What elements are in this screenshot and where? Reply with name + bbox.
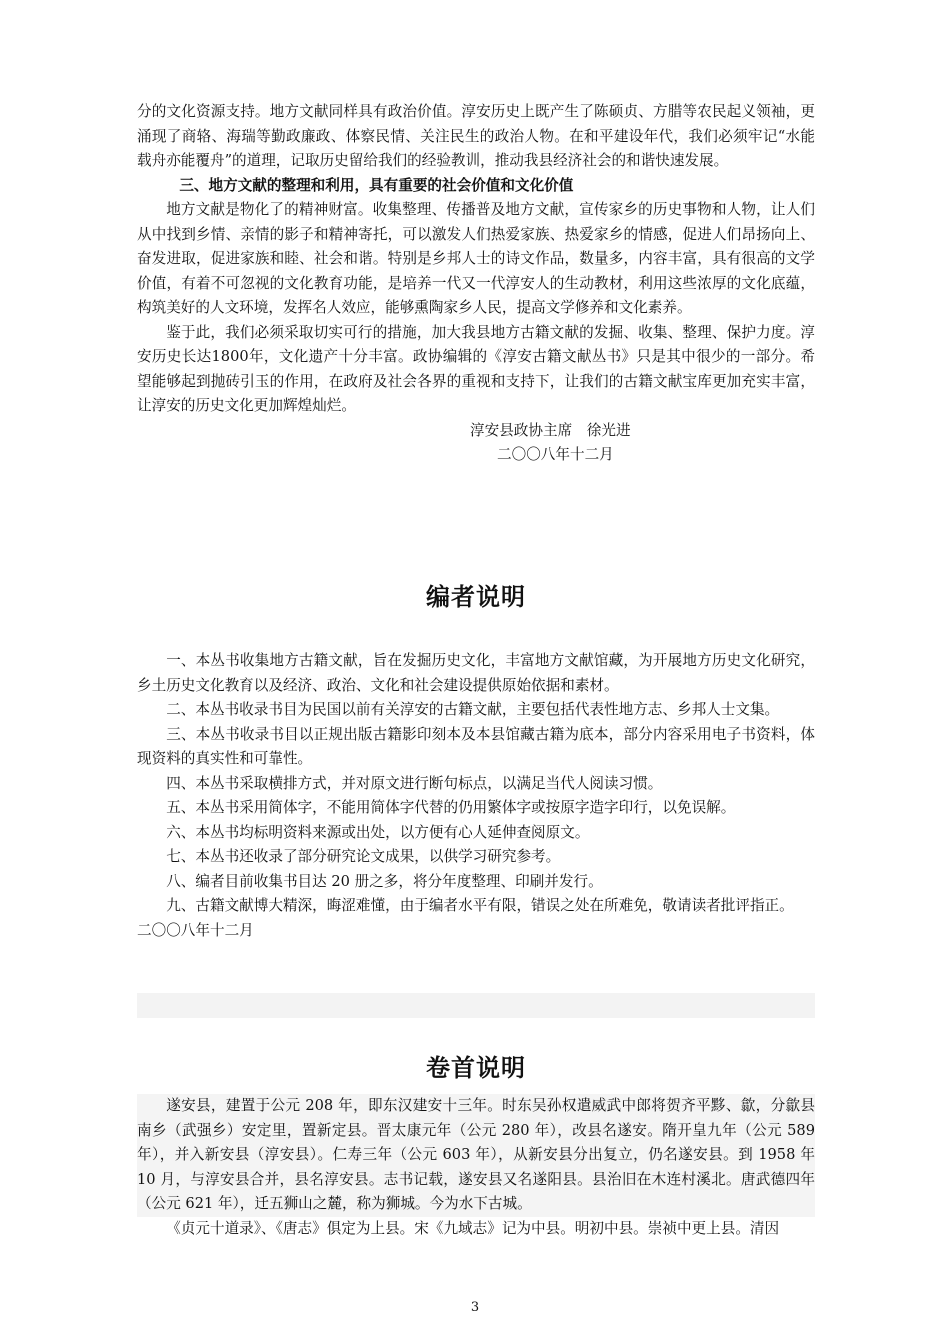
section3-heading: 三、地方文献的整理和利用，具有重要的社会价值和文化价值 xyxy=(179,176,574,194)
volume-notes-paragraph: 《贞元十道录》、《唐志》俱定为上县。宋《九域志》记为中县。明初中县。崇祯中更上县。清因 xyxy=(166,1219,780,1237)
editor-note-item: 五、本丛书采用简体字，不能用简体字代替的仍用繁体字或按原字造字印行，以免误解。 xyxy=(166,799,736,816)
signature: 淳安县政协主席 徐光进 xyxy=(470,421,631,439)
editor-note-item: 三、本丛书收录书目以正规出版古籍影印刻本及本县馆藏古籍为底本，部分内容采用电子书资料，体现资料的真实性和可靠性。 xyxy=(137,725,815,767)
editor-note-item: 四、本丛书采取横排方式，并对原文进行断句标点，以满足当代人阅读习惯。 xyxy=(166,774,663,792)
volume-notes-section xyxy=(137,1094,815,1241)
intro-paragraph-end: 分的文化资源支持。地方文献同样具有政治价值。淳安历史上既产生了陈硕贞、方腊等农民起义领袖，更涌现了商辂、海瑞等勤政廉政、体察民情、关注民生的政治人物。在和平建设年代，我们必须牢记“水能载舟亦能覆舟”的道理，记取历史留给我们的经验教训，推动我县经济社会的和谐快速发展。 xyxy=(137,103,815,169)
editor-note-item: 六、本丛书均标明资料来源或出处，以方便有心人延伸查阅原文。 xyxy=(166,823,590,841)
intro-date: 二〇〇八年十二月 xyxy=(497,446,614,463)
editor-notes-title: 编者说明 xyxy=(426,582,526,611)
closing-paragraph: 鉴于此，我们必须采取切实可行的措施，加大我县地方古籍文献的发掘、收集、整理、保护力度。淳安历史长达1800年，文化遗产十分丰富。政协编辑的《淳安古籍文献丛书》只是其中很少的一部分。希望能够起到抛砖引玉的作用，在政府及社会各界的重视和支持下，让我们的古籍文献宝库更加充实丰富，让淳安的历史文化更加辉煌灿烂。 xyxy=(137,323,815,414)
editor-notes-date: 二〇〇八年十二月 xyxy=(137,921,254,939)
editor-note-item: 八、编者目前收集书目达 20 册之多，将分年度整理、印刷并发行。 xyxy=(166,872,603,890)
intro-section xyxy=(137,100,815,468)
shaded-band xyxy=(137,993,815,1018)
section3-paragraph: 地方文献是物化了的精神财富。收集整理、传播普及地方文献，宣传家乡的历史事物和人物，让人们从中找到乡情、亲情的影子和精神寄托，可以激发人们热爱家族、热爱家乡的情感，促进人们昂扬向上、奋发进取，促进家族和睦、社会和谐。特别是乡邦人士的诗文作品，数量多，内容丰富，具有很高的文学价值，有着不可忽视的文化教育功能，是培养一代又一代淳安人的生动教材，利用这些浓厚的文化底蕴，构筑美好的人文环境，发挥名人效应，能够熏陶家乡人民，提高文学修养和文化素养。 xyxy=(137,201,815,316)
volume-notes-paragraph: 遂安县，建置于公元 208 年，即东汉建安十三年。时东吴孙权遣威武中郎将贺齐平黟、歙，分歙县南乡（武强乡）安定里，置新定县。晋太康元年（公元 280 年），改县名遂安。隋开皇九年（公元 589 年），并入新安县（淳安县）。仁寿三年（公元 603 年），从新安县分出复立，仍名遂安县。到 1958 年 10 月，与淳安县合并，县名淳安县。志书记载，遂安县又名遂阳县。县治旧在木连村溪北。唐武德四年（公元 621 年），迁五狮山之麓，称为狮城。今为水下古城。 xyxy=(137,1094,815,1217)
page-number: 3 xyxy=(470,1300,480,1315)
editor-note-item: 七、本丛书还收录了部分研究论文成果，以供学习研究参考。 xyxy=(166,848,561,865)
editor-note-item: 二、本丛书收录书目为民国以前有关淳安的古籍文献，主要包括代表性地方志、乡邦人士文集。 xyxy=(166,701,780,718)
volume-notes-title: 卷首说明 xyxy=(426,1053,526,1082)
editor-note-item: 九、古籍文献博大精深，晦涩难懂，由于编者水平有限，错误之处在所难免，敬请读者批评指正。 xyxy=(166,897,794,914)
editor-note-item: 一、本丛书收集地方古籍文献，旨在发掘历史文化，丰富地方文献馆藏，为开展地方历史文化研究，乡土历史文化教育以及经济、政治、文化和社会建设提供原始依据和素材。 xyxy=(137,652,815,694)
editor-notes-list xyxy=(137,649,815,943)
